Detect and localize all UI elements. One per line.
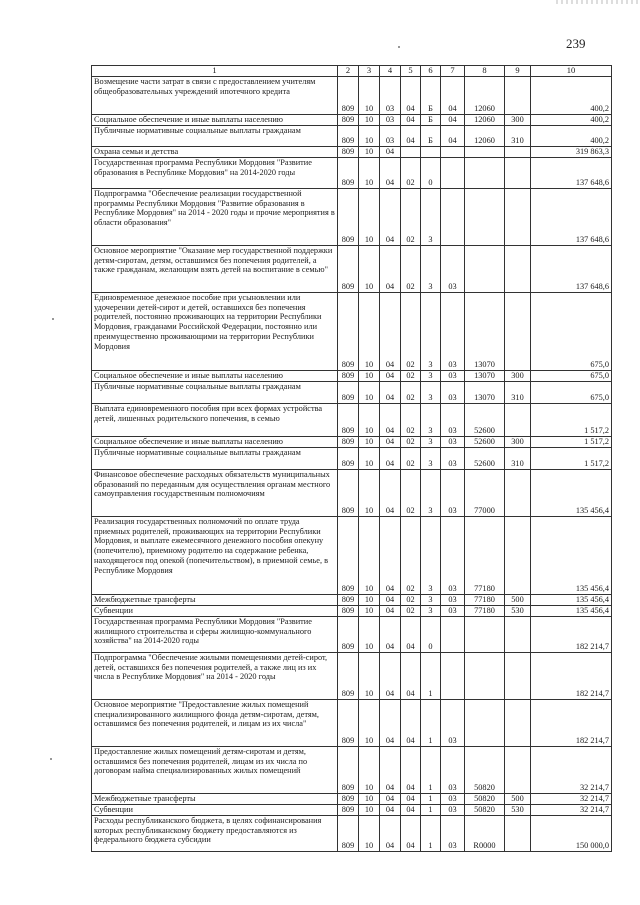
expense-type-cell bbox=[505, 188, 531, 245]
row-name-cell: Предоставление жилых помещений детям-сиротам и детям, оставшимся без попечения родителей, лицам из их числа по договорам найма специализированных жилых помещений bbox=[92, 746, 338, 793]
activity-cell bbox=[441, 652, 465, 699]
section-cell: 10 bbox=[359, 793, 380, 804]
program-cell: 04 bbox=[401, 699, 421, 746]
program-cell: 02 bbox=[401, 447, 421, 469]
table-row bbox=[92, 616, 612, 652]
subsection-cell: 04 bbox=[380, 188, 401, 245]
table-row bbox=[92, 594, 612, 605]
subprogram-cell: 3 bbox=[421, 516, 441, 594]
row-name-cell: Выплата единовременного пособия при всех формах устройства детей, лишенных родительского попечения, в семью bbox=[92, 403, 338, 436]
ministry-code-cell: 809 bbox=[338, 403, 359, 436]
subsection-cell: 03 bbox=[380, 114, 401, 125]
program-cell: 04 bbox=[401, 804, 421, 815]
row-name-cell: Субвенции bbox=[92, 605, 338, 616]
table-row bbox=[92, 652, 612, 699]
scan-speck bbox=[52, 318, 54, 320]
activity-cell: 03 bbox=[441, 815, 465, 851]
ministry-code-cell: 809 bbox=[338, 447, 359, 469]
amount-cell: 32 214,7 bbox=[531, 793, 612, 804]
section-cell: 10 bbox=[359, 381, 380, 403]
row-name-cell: Финансовое обеспечение расходных обязательств муниципальных образований по переданным для осуществления органам местного самоуправления государственным полномочиям bbox=[92, 469, 338, 516]
activity-cell: 03 bbox=[441, 292, 465, 370]
activity-cell: 03 bbox=[441, 605, 465, 616]
table-row bbox=[92, 436, 612, 447]
header-cell-2: 2 bbox=[338, 66, 359, 77]
section-cell: 10 bbox=[359, 292, 380, 370]
table-row bbox=[92, 516, 612, 594]
expense-type-cell: 310 bbox=[505, 447, 531, 469]
table-row bbox=[92, 157, 612, 188]
header-cell-9: 9 bbox=[505, 66, 531, 77]
activity-cell: 03 bbox=[441, 370, 465, 381]
direction-cell: 12060 bbox=[465, 76, 505, 114]
expense-type-cell bbox=[505, 516, 531, 594]
table-row bbox=[92, 381, 612, 403]
expense-type-cell: 300 bbox=[505, 436, 531, 447]
activity-cell: 03 bbox=[441, 245, 465, 292]
program-cell: 02 bbox=[401, 381, 421, 403]
program-cell: 02 bbox=[401, 516, 421, 594]
budget-table bbox=[91, 65, 612, 852]
direction-cell: 52600 bbox=[465, 403, 505, 436]
ministry-code-cell: 809 bbox=[338, 793, 359, 804]
table-row bbox=[92, 146, 612, 157]
row-name-cell: Субвенции bbox=[92, 804, 338, 815]
table-row bbox=[92, 815, 612, 851]
scan-speck bbox=[398, 46, 400, 48]
section-cell: 10 bbox=[359, 815, 380, 851]
amount-cell: 137 648,6 bbox=[531, 245, 612, 292]
amount-cell: 182 214,7 bbox=[531, 652, 612, 699]
header-cell-4: 4 bbox=[380, 66, 401, 77]
program-cell: 04 bbox=[401, 652, 421, 699]
subprogram-cell: Б bbox=[421, 114, 441, 125]
direction-cell bbox=[465, 245, 505, 292]
direction-cell: 12060 bbox=[465, 125, 505, 146]
subsection-cell: 04 bbox=[380, 381, 401, 403]
activity-cell: 03 bbox=[441, 804, 465, 815]
direction-cell: 50820 bbox=[465, 746, 505, 793]
section-cell: 10 bbox=[359, 245, 380, 292]
ministry-code-cell: 809 bbox=[338, 125, 359, 146]
header-cell-10: 10 bbox=[531, 66, 612, 77]
activity-cell: 03 bbox=[441, 469, 465, 516]
row-name-cell: Подпрограмма "Обеспечение реализации государственной программы Республики Мордовия "Развитие образования в Республике Мордовия" на 2014 - 2020 годы и прочие мероприятия в области образования" bbox=[92, 188, 338, 245]
scan-artifact bbox=[556, 0, 640, 4]
section-cell: 10 bbox=[359, 516, 380, 594]
subprogram-cell: 3 bbox=[421, 403, 441, 436]
amount-cell: 137 648,6 bbox=[531, 157, 612, 188]
row-name-cell: Основное мероприятие "Оказание мер государственной поддержки детям-сиротам, детям, оставшимся без попечения родителей, а также гражданам, желающим взять детей на воспитание в семью" bbox=[92, 245, 338, 292]
subsection-cell: 04 bbox=[380, 746, 401, 793]
section-cell: 10 bbox=[359, 594, 380, 605]
direction-cell bbox=[465, 652, 505, 699]
ministry-code-cell: 809 bbox=[338, 815, 359, 851]
direction-cell: 50820 bbox=[465, 793, 505, 804]
subsection-cell: 04 bbox=[380, 652, 401, 699]
table-row bbox=[92, 804, 612, 815]
direction-cell: 12060 bbox=[465, 114, 505, 125]
program-cell bbox=[401, 146, 421, 157]
table-row bbox=[92, 793, 612, 804]
header-cell-6: 6 bbox=[421, 66, 441, 77]
row-name-cell: Социальное обеспечение и иные выплаты населению bbox=[92, 114, 338, 125]
section-cell: 10 bbox=[359, 447, 380, 469]
section-cell: 10 bbox=[359, 370, 380, 381]
program-cell: 04 bbox=[401, 114, 421, 125]
table-row bbox=[92, 292, 612, 370]
expense-type-cell bbox=[505, 469, 531, 516]
subprogram-cell: Б bbox=[421, 125, 441, 146]
subprogram-cell: 3 bbox=[421, 447, 441, 469]
activity-cell bbox=[441, 146, 465, 157]
expense-type-cell: 500 bbox=[505, 594, 531, 605]
amount-cell: 150 000,0 bbox=[531, 815, 612, 851]
program-cell: 02 bbox=[401, 436, 421, 447]
row-name-cell: Возмещение части затрат в связи с предоставлением учителям общеобразовательных учреждений ипотечного кредита bbox=[92, 76, 338, 114]
subprogram-cell: 3 bbox=[421, 245, 441, 292]
subsection-cell: 04 bbox=[380, 370, 401, 381]
row-name-cell: Государственная программа Республики Мордовия "Развитие образования в Республике Мордовия" на 2014-2020 годы bbox=[92, 157, 338, 188]
subsection-cell: 04 bbox=[380, 157, 401, 188]
ministry-code-cell: 809 bbox=[338, 469, 359, 516]
activity-cell: 03 bbox=[441, 403, 465, 436]
activity-cell: 03 bbox=[441, 436, 465, 447]
subprogram-cell: Б bbox=[421, 76, 441, 114]
expense-type-cell bbox=[505, 157, 531, 188]
ministry-code-cell: 809 bbox=[338, 76, 359, 114]
activity-cell: 03 bbox=[441, 381, 465, 403]
program-cell: 04 bbox=[401, 125, 421, 146]
row-name-cell: Межбюджетные трансферты bbox=[92, 594, 338, 605]
ministry-code-cell: 809 bbox=[338, 370, 359, 381]
direction-cell bbox=[465, 157, 505, 188]
program-cell: 02 bbox=[401, 245, 421, 292]
section-cell: 10 bbox=[359, 652, 380, 699]
amount-cell: 675,0 bbox=[531, 292, 612, 370]
activity-cell bbox=[441, 157, 465, 188]
activity-cell: 03 bbox=[441, 793, 465, 804]
subprogram-cell: 0 bbox=[421, 157, 441, 188]
section-cell: 10 bbox=[359, 436, 380, 447]
row-name-cell: Социальное обеспечение и иные выплаты населению bbox=[92, 370, 338, 381]
program-cell: 02 bbox=[401, 370, 421, 381]
direction-cell: 77180 bbox=[465, 594, 505, 605]
amount-cell: 182 214,7 bbox=[531, 616, 612, 652]
subsection-cell: 04 bbox=[380, 815, 401, 851]
amount-cell: 400,2 bbox=[531, 114, 612, 125]
row-name-cell: Публичные нормативные социальные выплаты гражданам bbox=[92, 381, 338, 403]
expense-type-cell: 530 bbox=[505, 605, 531, 616]
table-row bbox=[92, 125, 612, 146]
amount-cell: 135 456,4 bbox=[531, 594, 612, 605]
expense-type-cell bbox=[505, 292, 531, 370]
expense-type-cell bbox=[505, 245, 531, 292]
subprogram-cell: 0 bbox=[421, 616, 441, 652]
expense-type-cell bbox=[505, 616, 531, 652]
table-row bbox=[92, 447, 612, 469]
header-cell-7: 7 bbox=[441, 66, 465, 77]
row-name-cell: Расходы республиканского бюджета, в целях софинансирования которых республиканскому бюджету предоставляются из федерального бюджета субсидии bbox=[92, 815, 338, 851]
activity-cell: 03 bbox=[441, 516, 465, 594]
row-name-cell: Единовременное денежное пособие при усыновлении или удочерении детей-сирот и детей, оставшихся без попечения родителей, постоянно проживающих на территории Республики Мордовия, гражданами Российской Федерации, постоянно или преимущественно проживающими на территории Республики Мордовия bbox=[92, 292, 338, 370]
section-cell: 10 bbox=[359, 469, 380, 516]
amount-cell: 135 456,4 bbox=[531, 469, 612, 516]
program-cell: 04 bbox=[401, 746, 421, 793]
ministry-code-cell: 809 bbox=[338, 516, 359, 594]
direction-cell: 52600 bbox=[465, 447, 505, 469]
program-cell: 02 bbox=[401, 605, 421, 616]
program-cell: 02 bbox=[401, 157, 421, 188]
scan-speck bbox=[50, 758, 52, 760]
activity-cell: 03 bbox=[441, 447, 465, 469]
section-cell: 10 bbox=[359, 616, 380, 652]
program-cell: 04 bbox=[401, 815, 421, 851]
table-row bbox=[92, 469, 612, 516]
row-name-cell: Охрана семьи и детства bbox=[92, 146, 338, 157]
subprogram-cell bbox=[421, 146, 441, 157]
subprogram-cell: 1 bbox=[421, 746, 441, 793]
subsection-cell: 04 bbox=[380, 616, 401, 652]
direction-cell: R0000 bbox=[465, 815, 505, 851]
section-cell: 10 bbox=[359, 804, 380, 815]
subprogram-cell: 1 bbox=[421, 815, 441, 851]
activity-cell: 04 bbox=[441, 125, 465, 146]
section-cell: 10 bbox=[359, 605, 380, 616]
expense-type-cell bbox=[505, 699, 531, 746]
subsection-cell: 04 bbox=[380, 699, 401, 746]
expense-type-cell bbox=[505, 76, 531, 114]
section-cell: 10 bbox=[359, 114, 380, 125]
ministry-code-cell: 809 bbox=[338, 616, 359, 652]
subprogram-cell: 1 bbox=[421, 804, 441, 815]
activity-cell bbox=[441, 188, 465, 245]
expense-type-cell: 300 bbox=[505, 370, 531, 381]
expense-type-cell: 530 bbox=[505, 804, 531, 815]
amount-cell: 675,0 bbox=[531, 381, 612, 403]
subprogram-cell: 1 bbox=[421, 793, 441, 804]
table-row bbox=[92, 370, 612, 381]
amount-cell: 675,0 bbox=[531, 370, 612, 381]
subprogram-cell: 3 bbox=[421, 381, 441, 403]
program-cell: 02 bbox=[401, 188, 421, 245]
page-number: 239 bbox=[566, 36, 586, 51]
subprogram-cell: 3 bbox=[421, 469, 441, 516]
amount-cell: 400,2 bbox=[531, 125, 612, 146]
amount-cell: 1 517,2 bbox=[531, 403, 612, 436]
ministry-code-cell: 809 bbox=[338, 188, 359, 245]
subsection-cell: 04 bbox=[380, 605, 401, 616]
ministry-code-cell: 809 bbox=[338, 804, 359, 815]
program-cell: 02 bbox=[401, 292, 421, 370]
subprogram-cell: 3 bbox=[421, 370, 441, 381]
direction-cell: 50820 bbox=[465, 804, 505, 815]
expense-type-cell: 310 bbox=[505, 381, 531, 403]
subprogram-cell: 3 bbox=[421, 188, 441, 245]
subsection-cell: 04 bbox=[380, 436, 401, 447]
program-cell: 02 bbox=[401, 594, 421, 605]
subsection-cell: 04 bbox=[380, 292, 401, 370]
expense-type-cell bbox=[505, 146, 531, 157]
program-cell: 04 bbox=[401, 76, 421, 114]
amount-cell: 32 214,7 bbox=[531, 804, 612, 815]
subsection-cell: 04 bbox=[380, 403, 401, 436]
header-row bbox=[92, 66, 612, 77]
table-row bbox=[92, 188, 612, 245]
activity-cell: 04 bbox=[441, 114, 465, 125]
subsection-cell: 03 bbox=[380, 76, 401, 114]
subsection-cell: 04 bbox=[380, 793, 401, 804]
table-row bbox=[92, 403, 612, 436]
expense-type-cell bbox=[505, 746, 531, 793]
header-cell-1: 1 bbox=[92, 66, 338, 77]
subsection-cell: 04 bbox=[380, 469, 401, 516]
section-cell: 10 bbox=[359, 699, 380, 746]
ministry-code-cell: 809 bbox=[338, 594, 359, 605]
subprogram-cell: 3 bbox=[421, 436, 441, 447]
program-cell: 02 bbox=[401, 469, 421, 516]
subsection-cell: 04 bbox=[380, 804, 401, 815]
ministry-code-cell: 809 bbox=[338, 381, 359, 403]
row-name-cell: Публичные нормативные социальные выплаты гражданам bbox=[92, 125, 338, 146]
activity-cell: 03 bbox=[441, 594, 465, 605]
row-name-cell: Государственная программа Республики Мордовия "Развитие жилищного строительства и сферы жилищно-коммунального хозяйства" на 2014-2020 годы bbox=[92, 616, 338, 652]
subprogram-cell: 1 bbox=[421, 699, 441, 746]
row-name-cell: Межбюджетные трансферты bbox=[92, 793, 338, 804]
amount-cell: 32 214,7 bbox=[531, 746, 612, 793]
ministry-code-cell: 809 bbox=[338, 436, 359, 447]
subprogram-cell: 3 bbox=[421, 292, 441, 370]
subsection-cell: 04 bbox=[380, 146, 401, 157]
ministry-code-cell: 809 bbox=[338, 699, 359, 746]
direction-cell: 77000 bbox=[465, 469, 505, 516]
direction-cell bbox=[465, 699, 505, 746]
ministry-code-cell: 809 bbox=[338, 746, 359, 793]
amount-cell: 1 517,2 bbox=[531, 447, 612, 469]
subsection-cell: 03 bbox=[380, 125, 401, 146]
program-cell: 04 bbox=[401, 616, 421, 652]
amount-cell: 135 456,4 bbox=[531, 605, 612, 616]
section-cell: 10 bbox=[359, 157, 380, 188]
header-cell-8: 8 bbox=[465, 66, 505, 77]
program-cell: 02 bbox=[401, 403, 421, 436]
subprogram-cell: 1 bbox=[421, 652, 441, 699]
header-cell-5: 5 bbox=[401, 66, 421, 77]
table-row bbox=[92, 605, 612, 616]
activity-cell: 04 bbox=[441, 76, 465, 114]
subprogram-cell: 3 bbox=[421, 594, 441, 605]
subsection-cell: 04 bbox=[380, 594, 401, 605]
table-row bbox=[92, 245, 612, 292]
section-cell: 10 bbox=[359, 125, 380, 146]
ministry-code-cell: 809 bbox=[338, 146, 359, 157]
ministry-code-cell: 809 bbox=[338, 114, 359, 125]
section-cell: 10 bbox=[359, 403, 380, 436]
row-name-cell: Социальное обеспечение и иные выплаты населению bbox=[92, 436, 338, 447]
direction-cell bbox=[465, 616, 505, 652]
section-cell: 10 bbox=[359, 146, 380, 157]
amount-cell: 319 863,3 bbox=[531, 146, 612, 157]
activity-cell bbox=[441, 616, 465, 652]
section-cell: 10 bbox=[359, 746, 380, 793]
amount-cell: 1 517,2 bbox=[531, 436, 612, 447]
expense-type-cell bbox=[505, 652, 531, 699]
expense-type-cell: 300 bbox=[505, 114, 531, 125]
amount-cell: 135 456,4 bbox=[531, 516, 612, 594]
ministry-code-cell: 809 bbox=[338, 157, 359, 188]
header-cell-3: 3 bbox=[359, 66, 380, 77]
program-cell: 04 bbox=[401, 793, 421, 804]
subsection-cell: 04 bbox=[380, 245, 401, 292]
subsection-cell: 04 bbox=[380, 516, 401, 594]
activity-cell: 03 bbox=[441, 699, 465, 746]
amount-cell: 400,2 bbox=[531, 76, 612, 114]
direction-cell: 77180 bbox=[465, 516, 505, 594]
direction-cell bbox=[465, 146, 505, 157]
expense-type-cell bbox=[505, 403, 531, 436]
amount-cell: 182 214,7 bbox=[531, 699, 612, 746]
ministry-code-cell: 809 bbox=[338, 605, 359, 616]
table-row bbox=[92, 114, 612, 125]
direction-cell bbox=[465, 188, 505, 245]
table-row bbox=[92, 699, 612, 746]
section-cell: 10 bbox=[359, 76, 380, 114]
amount-cell: 137 648,6 bbox=[531, 188, 612, 245]
subprogram-cell: 3 bbox=[421, 605, 441, 616]
row-name-cell: Подпрограмма "Обеспечение жилыми помещениями детей-сирот, детей, оставшихся без попечения родителей, а также лиц из их числа в Республике Мордовия" на 2014 - 2020 годы bbox=[92, 652, 338, 699]
direction-cell: 77180 bbox=[465, 605, 505, 616]
expense-type-cell: 310 bbox=[505, 125, 531, 146]
direction-cell: 13070 bbox=[465, 381, 505, 403]
direction-cell: 13070 bbox=[465, 370, 505, 381]
expense-type-cell bbox=[505, 815, 531, 851]
ministry-code-cell: 809 bbox=[338, 292, 359, 370]
subsection-cell: 04 bbox=[380, 447, 401, 469]
table-row bbox=[92, 746, 612, 793]
row-name-cell: Публичные нормативные социальные выплаты гражданам bbox=[92, 447, 338, 469]
direction-cell: 52600 bbox=[465, 436, 505, 447]
section-cell: 10 bbox=[359, 188, 380, 245]
ministry-code-cell: 809 bbox=[338, 652, 359, 699]
activity-cell: 03 bbox=[441, 746, 465, 793]
expense-type-cell: 500 bbox=[505, 793, 531, 804]
row-name-cell: Основное мероприятие "Предоставление жилых помещений специализированного жилищного фонда детям-сиротам, детям, оставшимся без попечения родителей, и лицам из их числа" bbox=[92, 699, 338, 746]
row-name-cell: Реализация государственных полномочий по оплате труда приемных родителей, проживающих на территории Республики Мордовия, и выплате ежемесячного денежного пособия опекуну (попечителю), приемному родителю на содержание ребенка, находящегося под опекой (попечительством), в приемной семье, в Республике Мордовия bbox=[92, 516, 338, 594]
table-row bbox=[92, 76, 612, 114]
table-body bbox=[92, 66, 612, 852]
direction-cell: 13070 bbox=[465, 292, 505, 370]
ministry-code-cell: 809 bbox=[338, 245, 359, 292]
